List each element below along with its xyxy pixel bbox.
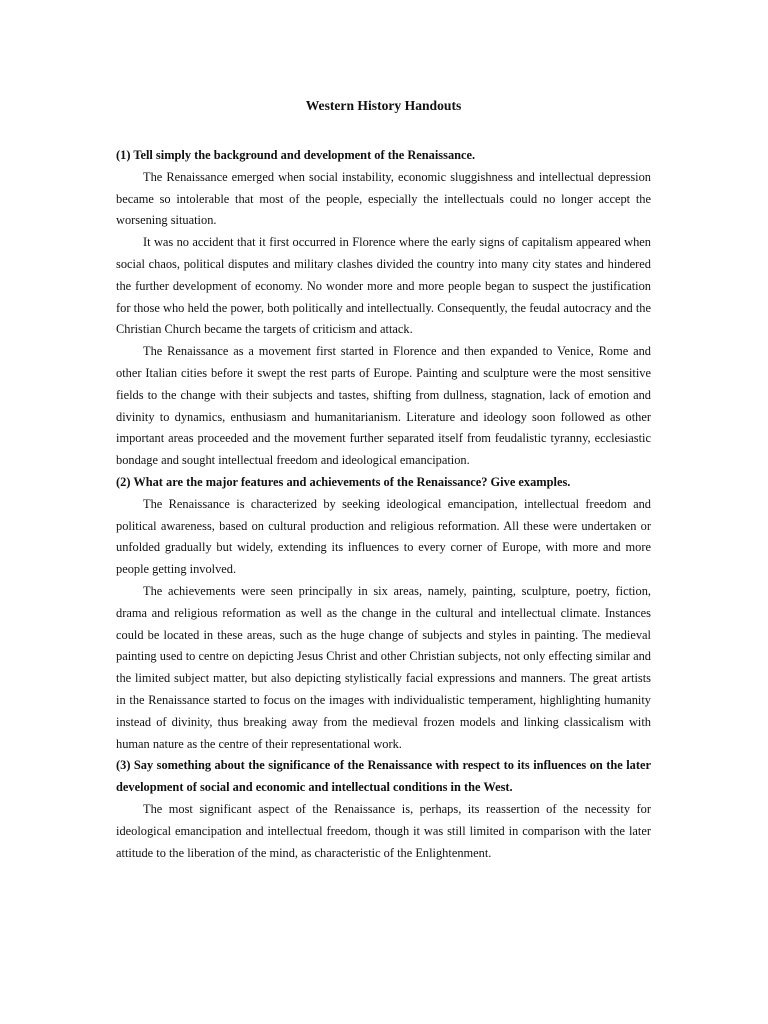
section-1 <box>116 145 651 472</box>
document-title: Western History Handouts <box>305 98 462 113</box>
question-3: (3) Say something about the significance of the Renaissance with respect to its influences on the later development of social and economic and intellectual conditions in the West. <box>116 758 651 795</box>
paragraph: The Renaissance emerged when social instability, economic sluggishness and intellectual depression became so intolerable that most of the people, especially the intellectuals could no longer accept the worsening situation. <box>116 169 651 228</box>
section-2 <box>116 472 651 755</box>
document-page <box>116 95 651 864</box>
question-2: (2) What are the major features and achievements of the Renaissance? Give examples. <box>116 474 571 489</box>
section-3 <box>116 755 651 864</box>
paragraph: The Renaissance is characterized by seeking ideological emancipation, intellectual freedom and political awareness, based on cultural production and religious reformation. All these were undertaken or unfolded gradually but widely, extending its influences to every corner of Europe, with more and more people getting involved. <box>116 496 651 577</box>
paragraph: The most significant aspect of the Renaissance is, perhaps, its reassertion of the necessity for ideological emancipation and intellectual freedom, though it was still limited in comparison with the later attitude to the liberation of the mind, as characteristic of the Enlightenment. <box>116 801 651 860</box>
paragraph: It was no accident that it first occurred in Florence where the early signs of capitalism appeared when social chaos, political disputes and military clashes divided the country into many city states and hindered the further development of economy. No wonder more and more people began to suspect the justification for those who held the power, both politically and intellectually. Consequently, the feudal autocracy and the Christian Church became the targets of criticism and attack. <box>116 235 651 337</box>
paragraph: The Renaissance as a movement first started in Florence and then expanded to Venice, Rome and other Italian cities before it swept the rest parts of Europe. Painting and sculpture were the most sensitive fields to the change with their subjects and tastes, shifting from dullness, stagnation, lack of emotion and divinity to dynamics, enthusiasm and humanitarianism. Literature and ideology soon followed as other important areas proceeded and the movement further separated itself from feudalistic tyranny, ecclesiastic bondage and sought intellectual freedom and ideological emancipation. <box>116 344 651 468</box>
paragraph: The achievements were seen principally in six areas, namely, painting, sculpture, poetry, fiction, drama and religious reformation as well as the change in the cultural and intellectual climate. Instances could be located in these areas, such as the huge change of subjects and styles in painting. The medieval painting used to centre on depicting Jesus Christ and other Christian subjects, not only effecting similar and the limited subject matter, but also depicting stylistically facial expressions and manners. The great artists in the Renaissance started to focus on the images with individualistic temperament, highlighting humanity instead of divinity, thus breaking away from the medieval frozen models and linking classicalism with human nature as the centre of their representational work. <box>116 583 651 751</box>
question-1: (1) Tell simply the background and development of the Renaissance. <box>116 148 476 162</box>
